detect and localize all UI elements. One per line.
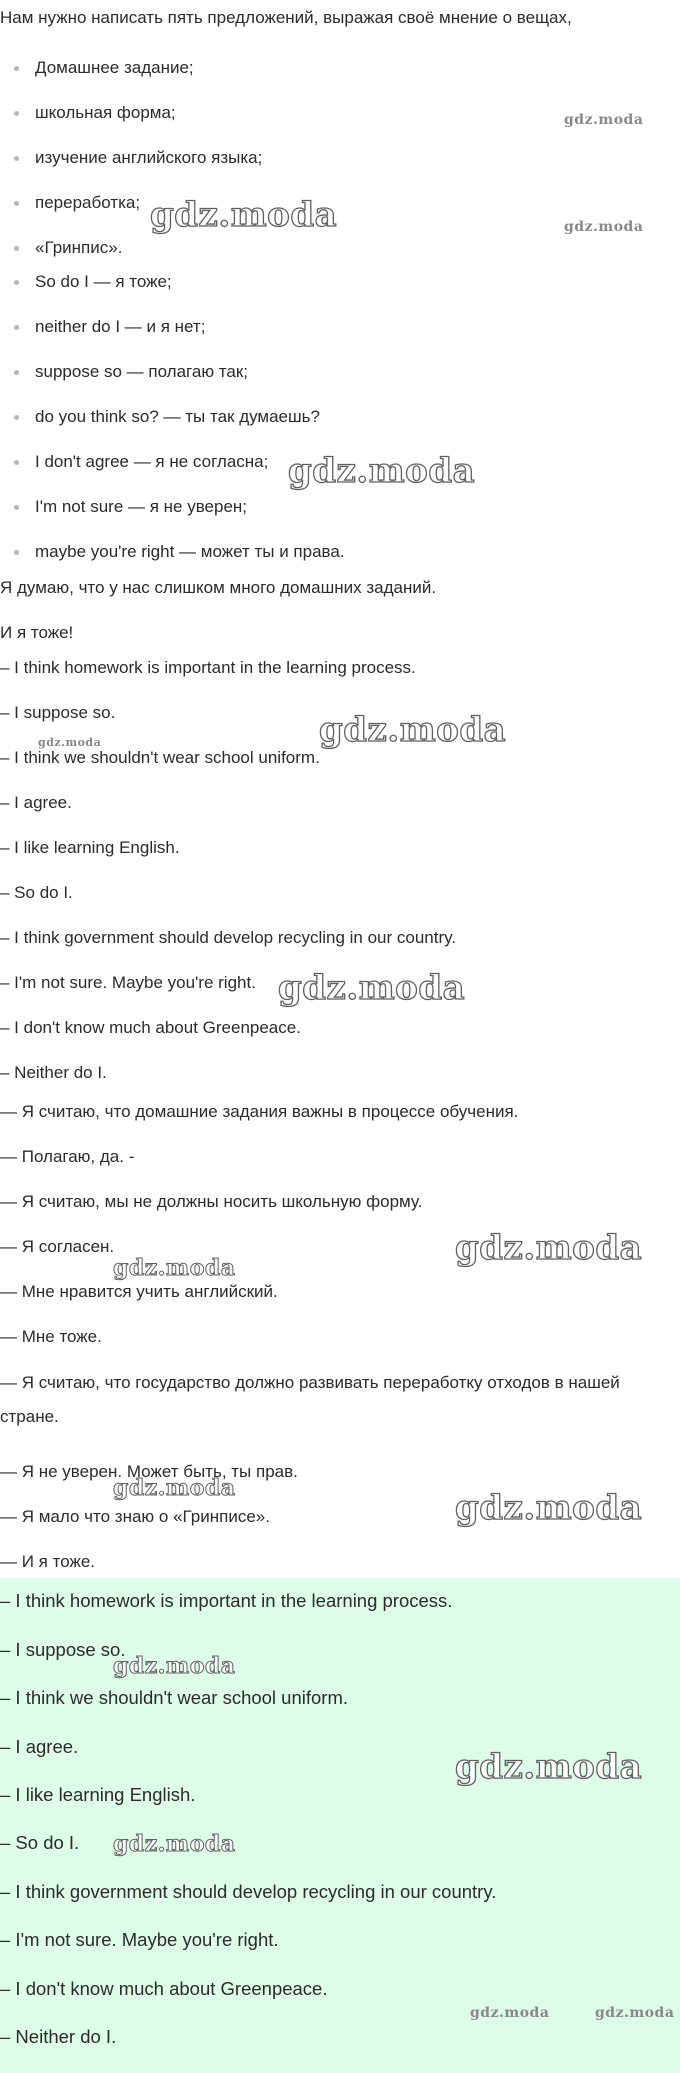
en-dialog-line: – I don't know much about Greenpeace. — [0, 1018, 301, 1037]
watermark: gdz.moda — [150, 195, 338, 235]
ru-dialog-line: — Я не уверен. Может быть, ты прав. — [0, 1462, 298, 1481]
ru-dialog-line: — И я тоже. — [0, 1552, 96, 1571]
en-dialog-line: – So do I. — [0, 883, 73, 902]
watermark: gdz.moda — [113, 1255, 236, 1281]
en-dialog-line: – I like learning English. — [0, 838, 180, 857]
en-dialog-line: – I think government should develop recycling in our country. — [0, 928, 457, 947]
green-dialog-line: – So do I. — [0, 1832, 80, 1853]
ru-dialog-line: — Полагаю, да. - — [0, 1147, 135, 1166]
en-dialog-line: – I suppose so. — [0, 703, 116, 722]
ru-dialog-line: — Я считаю, что домашние задания важны в процессе обучения. — [0, 1102, 519, 1121]
green-dialog-line: – I'm not sure. Maybe you're right. — [0, 1929, 279, 1950]
green-dialog-line: – I think homework is important in the learning process. — [0, 1590, 453, 1611]
green-dialog-line: – I think government should develop recycling in our country. — [0, 1881, 497, 1902]
intro-text: Нам нужно написать пять предложений, выражая своё мнение о вещах, — [0, 8, 572, 27]
green-dialog-line: – I think we shouldn't wear school uniform. — [0, 1687, 349, 1708]
en-dialog-line: – I'm not sure. Maybe you're right. — [0, 973, 256, 992]
en-dialog-line: – I agree. — [0, 793, 72, 812]
watermark: gdz.moda — [564, 112, 644, 128]
bullet-icon — [14, 201, 19, 206]
watermark: gdz.moda — [38, 736, 102, 749]
watermark: gdz.moda — [455, 1488, 643, 1528]
watermark: gdz.moda — [113, 1653, 236, 1679]
bullet-icon — [14, 550, 19, 555]
watermark: gdz.moda — [288, 451, 476, 491]
bullet-icon — [14, 246, 19, 251]
ru-dialog-line: — Я мало что знаю о «Гринписе». — [0, 1507, 270, 1526]
ru-intro-line: Я думаю, что у нас слишком много домашних заданий. — [0, 578, 437, 597]
watermark: gdz.moda — [455, 1228, 643, 1268]
bullet-icon — [14, 370, 19, 375]
en-dialog-line: – Neither do I. — [0, 1063, 107, 1082]
ru-dialog-line: — Я согласен. — [0, 1237, 115, 1256]
en-dialog-line: – I think we shouldn't wear school uniform. — [0, 748, 320, 767]
green-dialog-line: – Neither do I. — [0, 2026, 117, 2047]
watermark: gdz.moda — [595, 2005, 675, 2021]
green-dialog-line: – I agree. — [0, 1736, 79, 1757]
en-dialog-line: – I think homework is important in the learning process. — [0, 658, 416, 677]
bullet-icon — [14, 460, 19, 465]
ru-dialog-line: — Я считаю, мы не должны носить школьную форму. — [0, 1192, 423, 1211]
green-dialog-line: – I don't know much about Greenpeace. — [0, 1978, 328, 1999]
watermark: gdz.moda — [455, 1747, 643, 1787]
ru-dialog-line: — Мне тоже. — [0, 1327, 102, 1346]
green-dialog-line: – I suppose so. — [0, 1639, 126, 1660]
bullet-icon — [14, 280, 19, 285]
watermark: gdz.moda — [113, 1475, 236, 1501]
bullet-icon — [14, 325, 19, 330]
green-dialog-line: – I like learning English. — [0, 1784, 196, 1805]
ru-dialog-line: — Мне нравится учить английский. — [0, 1282, 278, 1301]
watermark: gdz.moda — [113, 1831, 236, 1857]
bullet-icon — [14, 66, 19, 71]
bullet-icon — [14, 156, 19, 161]
bullet-icon — [14, 505, 19, 510]
bullet-icon — [14, 415, 19, 420]
highlighted-answer-block — [0, 1578, 680, 2073]
watermark: gdz.moda — [319, 710, 507, 750]
bullet-icon — [14, 111, 19, 116]
watermark: gdz.moda — [278, 968, 466, 1008]
ru-intro-line: И я тоже! — [0, 623, 74, 642]
watermark: gdz.moda — [564, 219, 644, 235]
ru-dialog-line: — Я считаю, что государство должно развивать переработку отходов в нашей стране. — [0, 1373, 620, 1426]
watermark: gdz.moda — [470, 2005, 550, 2021]
